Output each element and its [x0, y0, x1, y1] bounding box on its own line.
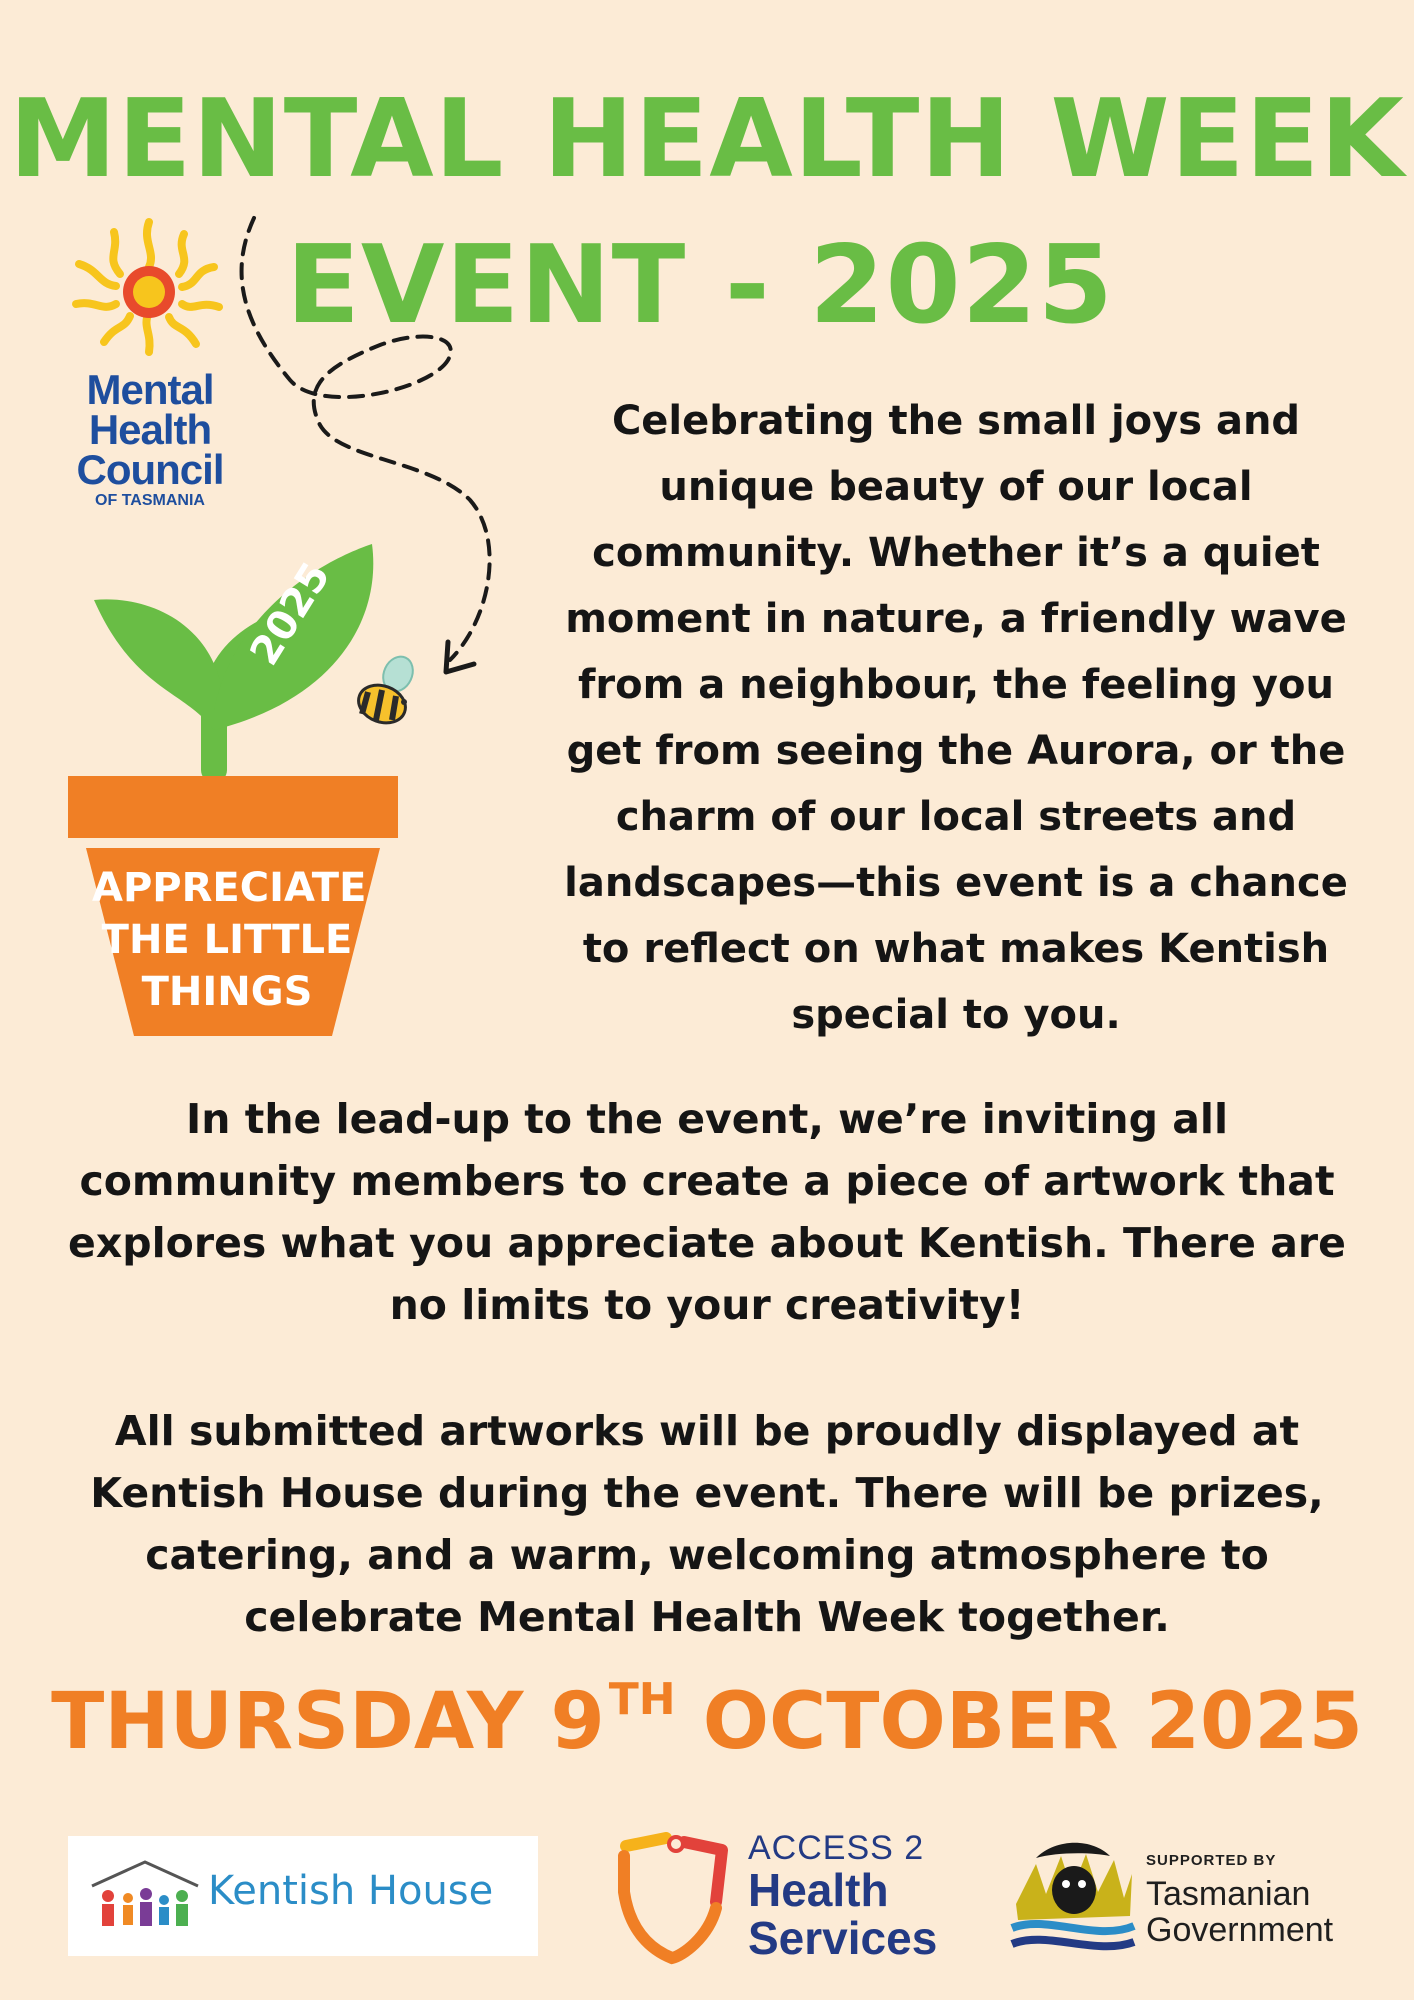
invite-line: explores what you appreciate about Kentish. There are — [68, 1219, 1346, 1267]
invite-line: community members to create a piece of artwork that — [79, 1157, 1335, 1205]
logo-line-mental: Mental — [86, 366, 214, 413]
display-paragraph — [40, 1400, 1374, 1648]
access2-health-services-logo — [748, 1830, 937, 1962]
tasmanian-label: Tasmanian — [1146, 1875, 1311, 1913]
invite-paragraph — [40, 1088, 1374, 1336]
family-house-icon — [86, 1856, 204, 1936]
event-date — [0, 1674, 1414, 1767]
pot-slogan-line-3: THINGS — [141, 969, 313, 1015]
event-date-day: THURSDAY 9 — [51, 1677, 605, 1767]
page-title-line-1: MENTAL HEALTH WEEK — [9, 77, 1405, 202]
invite-line: no limits to your creativity! — [389, 1281, 1025, 1329]
intro-line: unique beauty of our local — [659, 464, 1253, 510]
access2-shield-icon — [612, 1832, 740, 1966]
display-line: Kentish House during the event. There will be prizes, — [90, 1469, 1324, 1517]
intro-line: landscapes—this event is a chance — [564, 860, 1348, 906]
access2-line-1: ACCESS 2 — [748, 1829, 925, 1867]
intro-line: community. Whether it’s a quiet — [592, 530, 1320, 576]
page-title-line-2: EVENT - 2025 — [286, 223, 1114, 348]
logo-line-council: Council — [76, 446, 224, 493]
display-line: catering, and a warm, welcoming atmosphere to — [145, 1531, 1269, 1579]
government-label: Government — [1146, 1911, 1334, 1949]
intro-line: special to you. — [791, 992, 1121, 1038]
event-date-month-year: OCTOBER 2025 — [702, 1677, 1363, 1767]
pot-slogan-line-2: THE LITTLE — [101, 917, 353, 963]
kentish-house-label: Kentish House — [208, 1868, 494, 1914]
logo-line-health: Health — [88, 406, 212, 453]
logo-line-of-tasmania: OF TASMANIA — [95, 492, 205, 509]
pot-slogan — [92, 862, 367, 1018]
tasmanian-devil-emblem-icon — [1006, 1834, 1140, 1958]
intro-line: charm of our local streets and — [615, 794, 1297, 840]
access2-line-3: Services — [748, 1912, 938, 1964]
event-date-ordinal: TH — [608, 1674, 676, 1725]
mental-health-council-logo — [62, 366, 238, 512]
kentish-house-logo — [68, 1836, 538, 1956]
intro-line: Celebrating the small joys and — [611, 398, 1301, 444]
intro-line: moment in nature, a friendly wave — [565, 596, 1347, 642]
pot-slogan-line-1: APPRECIATE — [92, 865, 367, 911]
display-line: All submitted artworks will be proudly displayed at — [114, 1407, 1300, 1455]
invite-line: In the lead-up to the event, we’re inviting all — [186, 1095, 1228, 1143]
intro-line: from a neighbour, the feeling you — [578, 662, 1334, 708]
leaf-year-label: 2025 — [241, 554, 340, 674]
intro-paragraph — [538, 388, 1374, 1048]
display-line: celebrate Mental Health Week together. — [244, 1593, 1170, 1641]
sun-logo-icon — [64, 212, 234, 362]
intro-line: to reflect on what makes Kentish — [582, 926, 1330, 972]
intro-line: get from seeing the Aurora, or the — [566, 728, 1346, 774]
tasmanian-government-logo — [1146, 1846, 1333, 1948]
access2-line-2: Health — [748, 1864, 889, 1916]
supported-by-label: SUPPORTED BY — [1146, 1852, 1277, 1869]
